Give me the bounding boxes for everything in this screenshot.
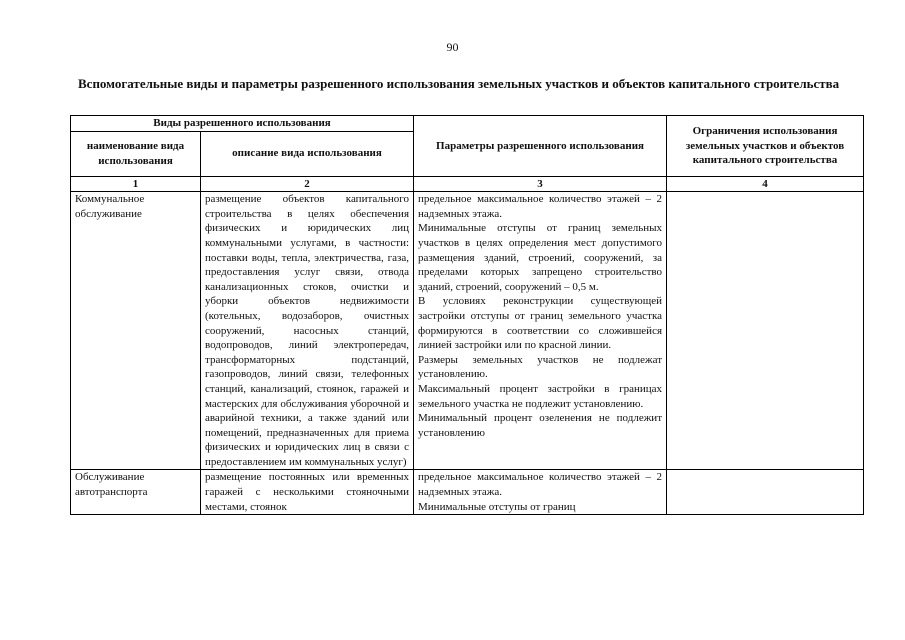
header-use-description: описание вида использования [201,131,414,176]
header-restrictions: Ограничения использования земельных участков и объектов капитального строительства [667,116,864,177]
header-permitted-uses: Виды разрешенного использования [71,116,414,132]
parameter-line: Минимальный процент озеленения не подлежит установлению [418,412,663,439]
header-parameters: Параметры разрешенного использования [414,116,667,177]
parameter-line: предельное максимальное количество этажей – 2 надземных этажа. [418,193,663,220]
use-name-text: Обслуживание автотранспорта [75,471,148,499]
parameter-line: Минимальные отступы от границ [418,500,576,513]
document-title: Вспомогательные виды и параметры разрешенного использования земельных участков и объектов капитального строительства [78,76,840,91]
parameter-line: Максимальный процент застройки в границах земельного участка не подлежит установлению. [418,382,663,410]
use-parameters [414,192,667,470]
parameter-line: Минимальные отступы от границ земельных участков в целях определения мест допустимого размещения зданий, строений, сооружений, за пределами которых запрещено строительство зданий, строений, сооружений – 0,5 м. [418,222,663,293]
regulations-table [70,115,864,515]
use-description: размещение объектов капитального строительства в целях обеспечения физических и юридических лиц коммунальными услугами, в частности: поставки воды, тепла, электричества, газа, предоставления услуг связи, отвода канализационных стоков, очистки и уборки объектов недвижимости (котельных, водозаборов, очистных сооружений, насосных станций, водопроводов, линий электропередач, трансформаторных подстанций, газопроводов, линий связи, телефонных станций, канализаций, стоянок, гаражей и мастерских для обслуживания уборочной и аварийной техники, а также зданий или помещений, предназначенных для приема физических и юридических лиц в связи с предоставлением им коммунальных услуг) [201,192,414,470]
use-parameters [414,470,667,515]
column-number-3: 3 [414,176,667,192]
use-restrictions [667,192,864,470]
use-name [71,470,201,515]
column-number-2: 2 [201,176,414,192]
header-use-name: наименование вида использования [71,131,201,176]
column-number-4: 4 [667,176,864,192]
parameter-line: Размеры земельных участков не подлежат установлению. [418,353,663,381]
use-description [201,470,414,515]
table-row [71,192,864,470]
use-description-text: размещение постоянных или временных гаражей с несколькими стояночными местами, стоянок [205,471,410,513]
table-row [71,470,864,515]
parameter-line: предельное максимальное количество этажей – 2 надземных этажа. [418,471,663,499]
use-restrictions [667,470,864,515]
parameter-line: В условиях реконструкции существующей застройки отступы от границ земельного участка формируются в соответствии со сложившейся линией застройки или по красной линии. [418,295,663,352]
column-number-1: 1 [71,176,201,192]
use-name: Коммунальное обслуживание [71,192,201,470]
page-number: 90 [446,40,459,54]
